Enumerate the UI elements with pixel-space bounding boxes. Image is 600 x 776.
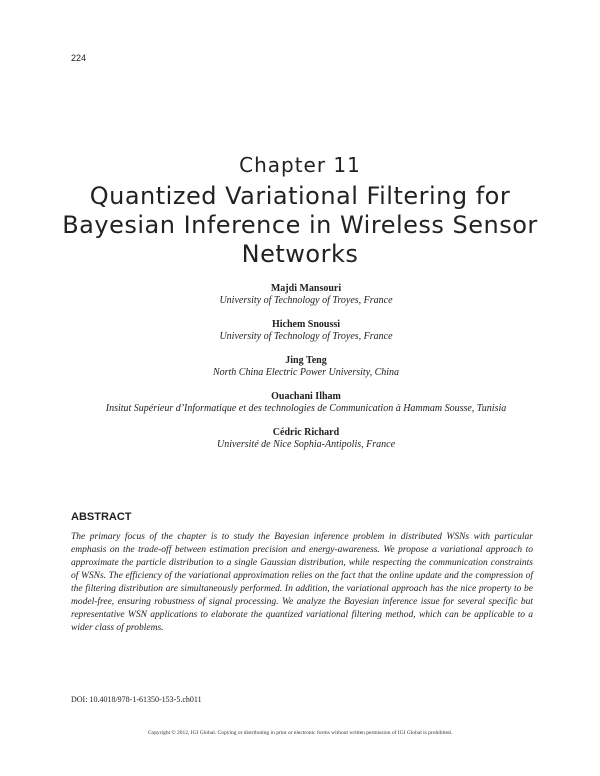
author-name: Hichem Snoussi [271,319,341,330]
copyright-notice: Copyright © 2012, IGI Global. Copying or distributing in print or electronic forms without written permission of IGI Global is prohibited. [147,730,453,736]
page-number: 224 [71,53,87,63]
author-entry [0,355,600,379]
author-affiliation: University of Technology of Troyes, France [219,331,393,342]
chapter-title: Quantized Variational Filtering for Bayesian Inference in Wireless Sensor Networks [62,182,538,268]
chapter-label: Chapter 11 [239,153,361,177]
author-name: Ouachani Ilham [271,391,341,402]
author-affiliation: North China Electric Power University, China [212,367,400,378]
author-affiliation: Insitut Supérieur d’Informatique et des technologies de Communication à Hammam Sousse, Tunisia [105,403,507,414]
author-name: Jing Teng [285,355,327,366]
author-name: Cédric Richard [272,427,340,438]
doi-line: DOI: 10.4018/978-1-61350-153-5.ch011 [71,695,202,704]
author-affiliation: Université de Nice Sophia-Antipolis, France [216,439,396,450]
author-entry [0,427,600,451]
author-list [0,283,600,463]
author-name: Majdi Mansouri [270,283,342,294]
author-entry [0,319,600,343]
author-affiliation: University of Technology of Troyes, France [219,295,393,306]
author-entry [0,391,600,415]
author-entry [0,283,600,307]
abstract-heading: ABSTRACT [71,511,132,523]
abstract-text: The primary focus of the chapter is to study the Bayesian inference problem in distributed WSNs with particular emphasis on the trade-off between estimation precision and energy-awareness. We propose a variational approach to approximate the particle distribution to a single Gaussian distribution, while respecting the communication constraints of WSNs. The efficiency of the variational approximation relies on the fact that the online update and the compression of the filtering distribution are simultaneously performed. In addition, the variational approach has the nice property to be model-free, ensuring robustness of signal processing. We analyze the Bayesian inference issue for several specific but representative WSN applications to elaborate the quantized variational filtering method, which can be applicable to a wider class of problems. [71,532,533,633]
